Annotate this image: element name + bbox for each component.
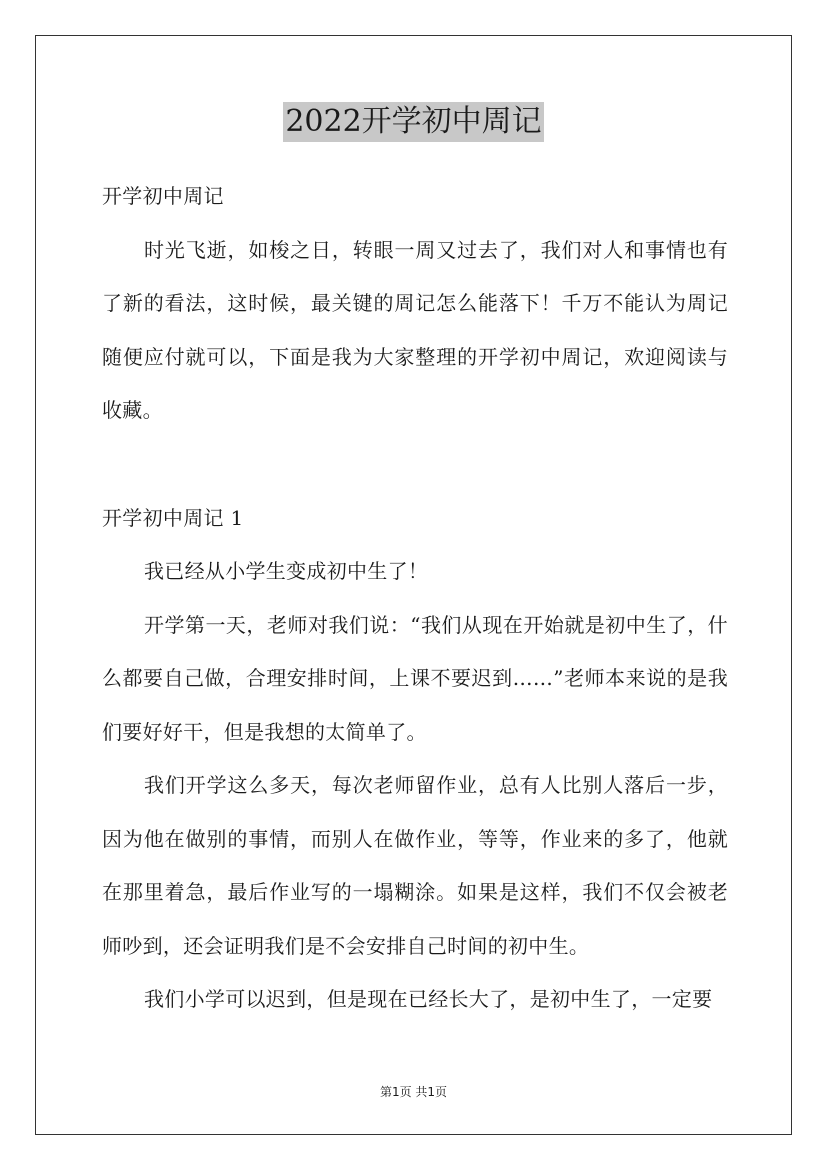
body-paragraph: 开学第一天，老师对我们说：“我们从现在开始就是初中生了，什么都要自己做，合理安排时间，上课不要迟到……”老师本来说的是我们要好好干，但是我想的太简单了。 (102, 612, 728, 744)
section-heading-1: 开学初中周记 1 (102, 505, 244, 530)
page-footer: 第1页 共1页 (379, 1085, 448, 1099)
section-gap (102, 438, 728, 492)
intro-heading: 开学初中周记 (102, 184, 224, 208)
title-wrap (0, 102, 827, 142)
body-paragraph: 我们小学可以迟到，但是现在已经长大了，是初中生了，一定要 (144, 987, 713, 1011)
document-body (102, 170, 728, 1027)
document-title: 2022开学初中周记 (283, 102, 543, 142)
intro-paragraph: 时光飞逝，如梭之日，转眼一周又过去了，我们对人和事情也有了新的看法，这时候，最关键的周记怎么能落下！千万不能认为周记随便应付就可以，下面是我为大家整理的开学初中周记，欢迎阅读与收藏。 (102, 237, 728, 422)
body-paragraph: 我们开学这么多天，每次老师留作业，总有人比别人落后一步，因为他在做别的事情，而别人在做作业，等等，作业来的多了，他就在那里着急，最后作业写的一塌糊涂。如果是这样，我们不仅会被老师吵到，还会证明我们是不会安排自己时间的初中生。 (102, 773, 728, 958)
body-paragraph: 我已经从小学生变成初中生了！ (144, 559, 429, 583)
